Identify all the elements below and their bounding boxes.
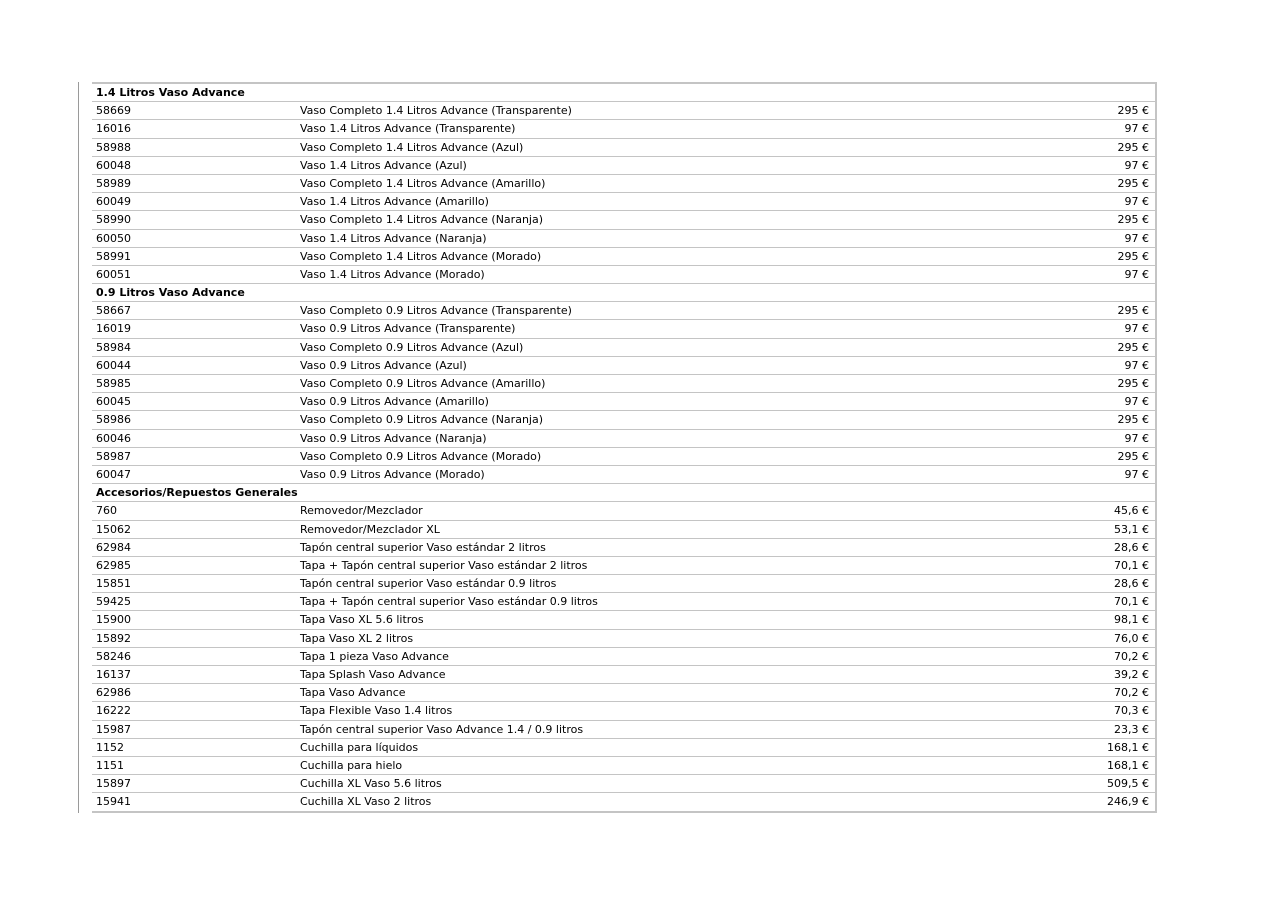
product-code-cell: 58667 — [96, 304, 131, 318]
table-row — [92, 393, 1155, 411]
product-code-cell: 1152 — [96, 740, 124, 754]
product-code-cell: 1151 — [96, 758, 124, 772]
product-description-cell: Vaso Completo 1.4 Litros Advance (Azul) — [300, 140, 524, 154]
product-code-cell: 62984 — [96, 540, 131, 554]
section-header-row — [92, 84, 1155, 102]
table-row — [92, 575, 1155, 593]
product-description-cell: Vaso 0.9 Litros Advance (Morado) — [300, 467, 485, 481]
product-description-cell: Vaso Completo 0.9 Litros Advance (Azul) — [300, 340, 524, 354]
product-price-cell: 70,2 € — [1114, 686, 1149, 700]
left-margin-rule — [78, 82, 79, 813]
product-price-cell: 295 € — [1117, 249, 1149, 263]
table-row — [92, 266, 1155, 284]
product-code-cell: 58669 — [96, 104, 131, 118]
product-price-cell: 168,1 € — [1107, 758, 1149, 772]
product-code-cell: 58985 — [96, 377, 131, 390]
product-code-cell: 60044 — [96, 358, 131, 372]
product-price-cell: 97 € — [1124, 322, 1149, 336]
product-code-cell: 60045 — [96, 395, 131, 409]
product-price-cell: 45,6 € — [1114, 504, 1149, 518]
table-row — [92, 739, 1155, 757]
product-description-cell: Removedor/Mezclador XL — [300, 522, 440, 536]
product-price-cell: 28,6 € — [1114, 540, 1149, 554]
product-description-cell: Tapa + Tapón central superior Vaso estándar 2 litros — [300, 558, 588, 572]
product-code-cell: 60050 — [96, 231, 131, 245]
table-row — [92, 411, 1155, 429]
product-price-cell: 98,1 € — [1114, 613, 1149, 627]
product-description-cell: Tapón central superior Vaso estándar 0.9 litros — [300, 577, 557, 591]
product-description-cell: Tapón central superior Vaso estándar 2 litros — [300, 540, 546, 554]
product-code-cell: 16222 — [96, 704, 131, 718]
product-code-cell: 16137 — [96, 668, 131, 681]
table-row — [92, 466, 1155, 484]
product-code-cell: 15892 — [96, 631, 131, 645]
product-code-cell: 62986 — [96, 686, 131, 700]
product-code-cell: 60049 — [96, 195, 131, 209]
product-price-cell: 295 € — [1117, 304, 1149, 318]
product-description-cell: Vaso 1.4 Litros Advance (Naranja) — [300, 231, 487, 245]
product-description-cell: Vaso Completo 1.4 Litros Advance (Amarillo) — [300, 176, 546, 190]
product-price-cell: 97 € — [1124, 467, 1149, 481]
table-row — [92, 775, 1155, 793]
table-row — [92, 539, 1155, 557]
product-description-cell: Vaso Completo 0.9 Litros Advance (Amarillo) — [300, 377, 546, 390]
table-row — [92, 211, 1155, 229]
product-price-cell: 295 € — [1117, 213, 1149, 227]
product-price-cell: 70,1 € — [1114, 558, 1149, 572]
table-row — [92, 320, 1155, 338]
product-price-cell: 97 € — [1124, 122, 1149, 136]
product-price-cell: 97 € — [1124, 195, 1149, 209]
product-code-cell: 58246 — [96, 649, 131, 663]
product-code-cell: 760 — [96, 504, 117, 518]
product-code-cell: 15987 — [96, 722, 131, 736]
product-code-cell: 58991 — [96, 249, 131, 263]
product-price-cell: 295 € — [1117, 104, 1149, 118]
product-price-cell: 295 € — [1117, 340, 1149, 354]
product-description-cell: Tapón central superior Vaso Advance 1.4 / 0.9 litros — [300, 722, 584, 736]
table-row — [92, 666, 1155, 684]
product-price-cell: 97 € — [1124, 431, 1149, 445]
table-row — [92, 721, 1155, 739]
product-description-cell: Vaso Completo 1.4 Litros Advance (Morado) — [300, 249, 542, 263]
table-row — [92, 448, 1155, 466]
product-description-cell: Vaso 0.9 Litros Advance (Naranja) — [300, 431, 487, 445]
product-description-cell: Tapa Flexible Vaso 1.4 litros — [300, 704, 453, 718]
product-price-cell: 246,9 € — [1107, 795, 1149, 809]
table-row — [92, 702, 1155, 720]
product-description-cell: Tapa 1 pieza Vaso Advance — [300, 649, 449, 663]
product-description-cell: Tapa + Tapón central superior Vaso estándar 0.9 litros — [300, 595, 598, 609]
product-description-cell: Vaso Completo 1.4 Litros Advance (Naranja) — [300, 213, 543, 227]
product-price-cell: 28,6 € — [1114, 577, 1149, 591]
product-description-cell: Vaso Completo 0.9 Litros Advance (Naranja) — [300, 413, 543, 427]
section-title: Accesorios/Repuestos Generales — [96, 486, 298, 500]
product-code-cell: 58990 — [96, 213, 131, 227]
product-code-cell: 60046 — [96, 431, 131, 445]
product-price-cell: 76,0 € — [1114, 631, 1149, 645]
product-code-cell: 15941 — [96, 795, 131, 809]
product-price-cell: 295 € — [1117, 413, 1149, 427]
product-price-cell: 295 € — [1117, 176, 1149, 190]
product-price-cell: 295 € — [1117, 449, 1149, 463]
product-code-cell: 58984 — [96, 340, 131, 354]
table-row — [92, 630, 1155, 648]
table-row — [92, 102, 1155, 120]
product-price-cell: 70,3 € — [1114, 704, 1149, 718]
product-price-cell: 70,2 € — [1114, 649, 1149, 663]
product-code-cell: 59425 — [96, 595, 131, 609]
product-description-cell: Vaso 1.4 Litros Advance (Transparente) — [300, 122, 516, 136]
table-row — [92, 593, 1155, 611]
product-price-cell: 97 € — [1124, 395, 1149, 409]
product-price-cell: 97 € — [1124, 231, 1149, 245]
product-code-cell: 15062 — [96, 522, 131, 536]
product-description-cell: Tapa Vaso XL 2 litros — [300, 631, 414, 645]
product-code-cell: 15851 — [96, 577, 131, 591]
section-header-row — [92, 284, 1155, 302]
product-description-cell: Tapa Vaso Advance — [300, 686, 406, 700]
table-row — [92, 557, 1155, 575]
table-row — [92, 193, 1155, 211]
table-row — [92, 793, 1155, 812]
table-row — [92, 521, 1155, 539]
product-code-cell: 58986 — [96, 413, 131, 427]
product-description-cell: Cuchilla para líquidos — [300, 740, 419, 754]
product-price-cell: 97 € — [1124, 158, 1149, 172]
section-header-row — [92, 484, 1155, 502]
product-description-cell: Vaso 1.4 Litros Advance (Morado) — [300, 267, 485, 281]
product-description-cell: Removedor/Mezclador — [300, 504, 423, 518]
product-description-cell: Vaso Completo 0.9 Litros Advance (Transparente) — [300, 304, 572, 318]
table-row — [92, 611, 1155, 629]
product-description-cell: Vaso Completo 0.9 Litros Advance (Morado) — [300, 449, 542, 463]
product-code-cell: 58987 — [96, 449, 131, 463]
product-price-cell: 295 € — [1117, 140, 1149, 154]
product-description-cell: Vaso 0.9 Litros Advance (Azul) — [300, 358, 467, 372]
product-price-cell: 509,5 € — [1107, 777, 1149, 791]
table-row — [92, 375, 1155, 393]
table-row — [92, 120, 1155, 138]
table-row — [92, 175, 1155, 193]
product-code-cell: 15900 — [96, 613, 131, 627]
product-price-cell: 168,1 € — [1107, 740, 1149, 754]
table-row — [92, 430, 1155, 448]
product-price-cell: 97 € — [1124, 358, 1149, 372]
product-code-cell: 16019 — [96, 322, 131, 336]
price-list-table — [92, 82, 1157, 813]
product-description-cell: Vaso 1.4 Litros Advance (Azul) — [300, 158, 467, 172]
product-description-cell: Vaso 0.9 Litros Advance (Amarillo) — [300, 395, 489, 409]
product-code-cell: 16016 — [96, 122, 131, 136]
product-code-cell: 62985 — [96, 558, 131, 572]
product-code-cell: 58989 — [96, 176, 131, 190]
product-price-cell: 70,1 € — [1114, 595, 1149, 609]
product-price-cell: 23,3 € — [1114, 722, 1149, 736]
table-row — [92, 157, 1155, 175]
product-description-cell: Vaso 1.4 Litros Advance (Amarillo) — [300, 195, 489, 209]
product-price-cell: 97 € — [1124, 267, 1149, 281]
product-code-cell: 60047 — [96, 467, 131, 481]
table-row — [92, 648, 1155, 666]
table-row — [92, 139, 1155, 157]
table-row — [92, 684, 1155, 702]
section-title: 1.4 Litros Vaso Advance — [96, 86, 245, 99]
product-code-cell: 58988 — [96, 140, 131, 154]
table-row — [92, 248, 1155, 266]
product-price-cell: 39,2 € — [1114, 668, 1149, 681]
table-row — [92, 357, 1155, 375]
table-row — [92, 302, 1155, 320]
product-description-cell: Cuchilla XL Vaso 5.6 litros — [300, 777, 442, 791]
product-code-cell: 60048 — [96, 158, 131, 172]
product-code-cell: 15897 — [96, 777, 131, 791]
product-code-cell: 60051 — [96, 267, 131, 281]
product-description-cell: Tapa Vaso XL 5.6 litros — [300, 613, 424, 627]
product-price-cell: 295 € — [1117, 377, 1149, 390]
product-description-cell: Cuchilla XL Vaso 2 litros — [300, 795, 432, 809]
table-row — [92, 230, 1155, 248]
product-description-cell: Tapa Splash Vaso Advance — [300, 668, 446, 681]
product-description-cell: Vaso Completo 1.4 Litros Advance (Transparente) — [300, 104, 572, 118]
table-row — [92, 757, 1155, 775]
product-price-cell: 53,1 € — [1114, 522, 1149, 536]
section-title: 0.9 Litros Vaso Advance — [96, 286, 245, 300]
table-row — [92, 502, 1155, 520]
product-description-cell: Cuchilla para hielo — [300, 758, 403, 772]
product-description-cell: Vaso 0.9 Litros Advance (Transparente) — [300, 322, 516, 336]
table-row — [92, 339, 1155, 357]
